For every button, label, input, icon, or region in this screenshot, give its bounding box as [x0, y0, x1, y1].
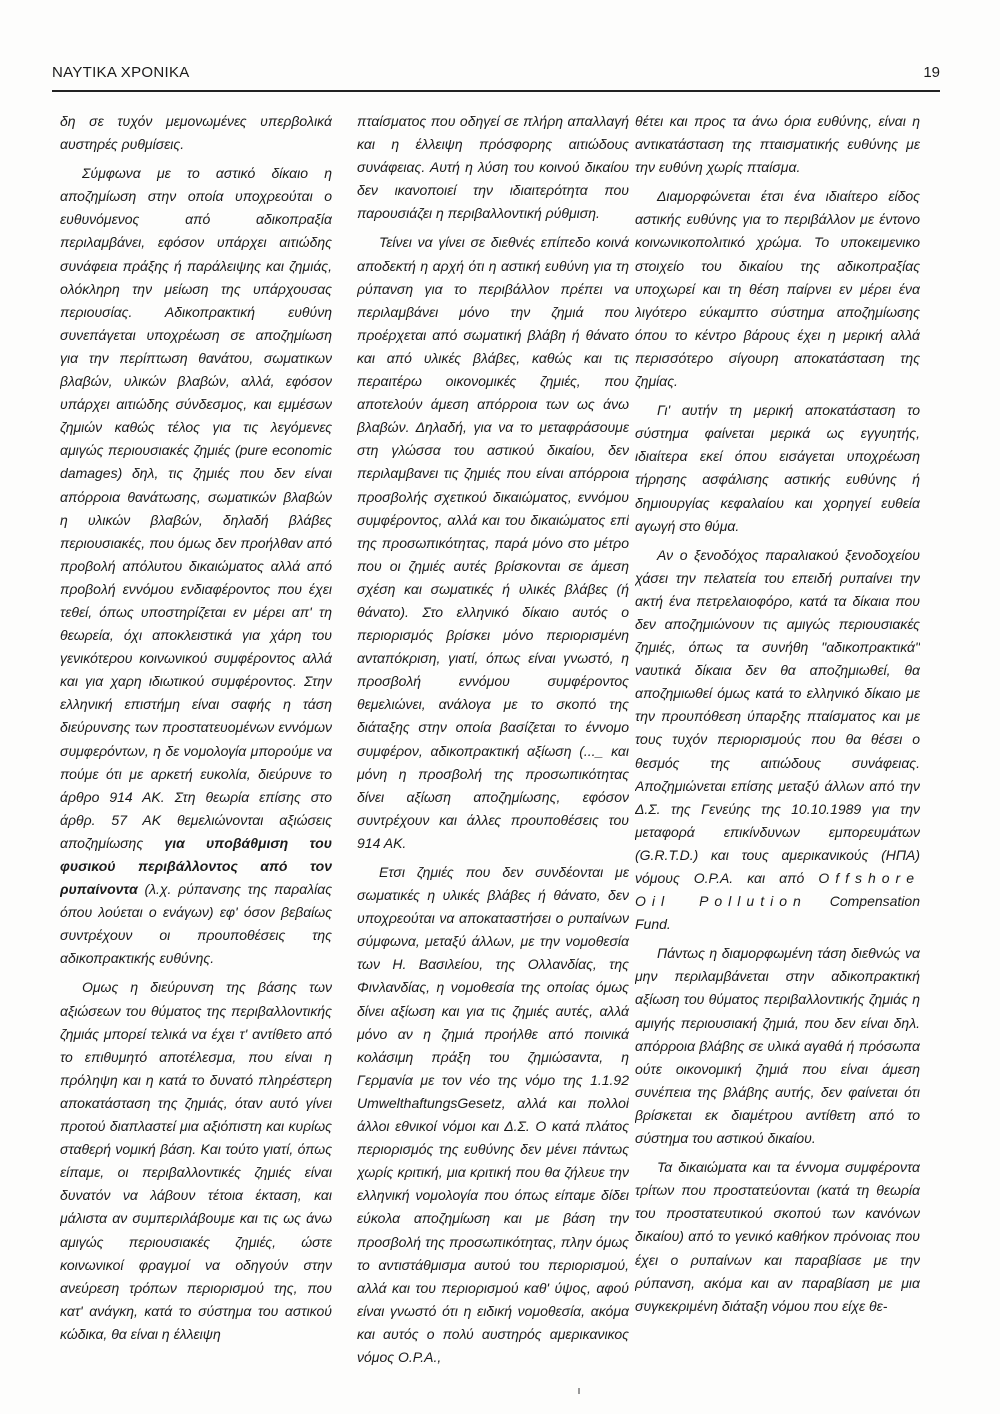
- paragraph: Ομως η διεύρυνση της βάσης των αξιώσεων του θύματος της περιβαλλοντικής ζημιάς μπορεί τελικά να έχει τ' αντίθετο από το επιθυμητό αποτέλεσμα, που είναι η πρόληψη και η κατά το δυνατό πληρέστερη αποκατάσταση της ζημιάς, όταν αυτό γίνει προτού διαπλαστεί μια αξιόπιστη και κυρίως σταθερή νομική βάση. Και τούτο γιατί, όπως είπαμε, οι περιβαλλοντικές ζημιές είναι δυνατόν να λάβουν τέτοια έκταση, και μάλιστα αν συμπεριλάβουμε και τις ως άνω αμιγώς περιουσιακές ζημιές, ώστε κοινωνικοί φραγμοί να οδηγούν στην ανεύρεση τρόπων περιορισμού της, που κατ' ανάγκη, κατά το σύστημα του αστικού κώδικα, θα είναι η έλλειψη: [60, 979, 332, 1342]
- paragraph-text: Σύμφωνα με το αστικό δίκαιο η αποζημίωση στην οποία υποχρεούται ο ευθυνόμενος από αδικοπραξία περιλαμβάνει, εφόσον υπάρχει αιτιώδης συνάφεια πράξης ή παράλειψης και ζημιάς, ολόκληρη την μείωση της υπάρχουσας περιουσίας. Αδικοπρακτική ευθύνη συνεπάγεται υποχρέωση σε αποζημίωση για την περίπτωση θανάτου, σωματικων βλαβών, υλικών βλαβών, αλλά, εφόσον υπάρχει αιτιώδης σύνδεσμος, και εμμέσων ζημιών καθώς τέλος για τις λεγόμενες αμιγώς περιουσιακές ζημιές (pure economic damages) δηλ, τις ζημιές που δεν είναι απόρροια θανάτωσης, σωματικών βλαβών η υλικών βλαβών, δηλαδή βλάβες περιουσιακές, που όμως δεν προήλθαν από προβολή απόλυτου δικαιώματος αλλά από προβολή εννόμου ενδιαφέροντος που έχει τεθεί, όπως υποστηρίζεται εν μέρει απ' τη θεωρεία, όχι αποκλειστικά για χάρη του γενικότερου κοινωνικού συμφέροντος αλλά και για χαρη ιδιωτικού συμφέροντος. Στην ελληνική επιστήμη είναι σαφής η τάση διεύρυνσης των προστατευομένων εννόμων συμφερόντων, η δε νομολογία μπορούμε να πούμε ότι με αρκετή ευκολία, διεύρυνε το άρθρο 914 ΑΚ. Στη θεωρία επίσης στο άρθρ. 57 ΑΚ θεμελιώνονται αξιώσεις αποζημίωσης: [60, 165, 332, 851]
- paragraph-text: (λ.χ. ρύπανσης της παραλίας όπου λούεται ο ενάγων) εφ' όσον βεβαίως συντρέχουν οι προυποθέσεις της αδικοπρακτικής ευθύνης.: [60, 881, 332, 967]
- paragraph: Ετσι ζημιές που δεν συνδέονται με σωματικές η υλικές βλάβες ή θάνατο, δεν υποχρεούται να αποκαταστήσει ο ρυπαίνων σύμφωνα, μεταξύ άλλων, με την νομοθεσία των Η. Βασιλείου, της Ολλανδίας, της Φινλανδίας, η νομοθεσία της οποίας όμως δίνει αξίωση και για τις ζημιές αυτές, αλλά μόνο αν η ζημιά προήλθε από ποινικά κολάσιμη πράξη του ζημιώσαντα, η Γερμανία με τον νέο της νόμο της 1.1.92 UmwelthaftungsGesetz, αλλά και πολλοί άλλοι εθνικοί νόμοι και Δ.Σ. Ο κατά πλάτος περιορισμός της ευθύνης δεν μένει πάντως χωρίς κριτική, μια κριτική που θα ζήλευε την ελληνική νομολογία που όπως είπαμε δίδει εύκολα αποζημίωση και με βάση την προσβολή της προσωπικότητας, πλην όμως το αντιστάθμισμα αυτού του περιορισμού, αλλά και του περιορισμού καθ' ύψος, αφού είναι γνωστό ότι η ειδική νομοθεσία, ακόμα και αυτός ο πολύ αυστηρός αμερικανικος νόμος Ο.Ρ.Α.,: [357, 864, 629, 1365]
- paragraph-text: Αν ο ξενοδόχος παραλιακού ξενοδοχείου χάσει την πελατεία του επειδή ρυπαίνει την ακτή ένα πετρελαιοφόρο, κατά τα δίκαια που δεν αποζημιώνουν τις αμιγώς περιουσιακές ζημιές, όπως τα συνήθη "αδικοπρακτικά" ναυτικά δίκαια δεν θα αποζημιωθεί, θα αποζημιωθεί όμως κατά το ελληνικό δίκαιο με την προυπόθεση ύπαρξης πταίσματος και με τους τυχόν περιορισμούς που θα θέσει ο θεσμός της αιτιώδους συνάφειας. Αποζημιώνεται επίσης μεταξύ άλλων από την Δ.Σ. της Γενεύης της 10.10.1989 για την μεταφορά επικίνδυνων εμπορευμάτων (G.R.T.D.) και τους αμερικανικούς (ΗΠΑ) νόμους Ο.Ρ.Α. και από: [635, 546, 920, 886]
- scan-mark: [578, 1388, 580, 1394]
- paragraph: [60, 162, 332, 970]
- bold-phrase: για υποβάθμιση του φυσικού περιβάλλοντος από τον ρυπαίνοντα: [60, 834, 332, 898]
- paragraph: Τα δικαιώματα και τα έννομα συμφέροντα τρίτων που προστατεύονται (κατά τη θεωρία του προστατευτικού σκοπού των κανόνων δικαίου) από το γενικό καθήκον πρόνοιας που έχει ο ρυπαίνων και παραβίασε με την ρύπανση, ακόμα και αν παραβίαση με μια συγκεκριμένη διάταξη νόμου που είχε θε-: [635, 1159, 920, 1314]
- paragraph: Πάντως η διαμορφωμένη τάση διεθνώς να μην περιλαμβάνεται στην αδικοπρακτική αξίωση του θύματος περιβαλλοντικής ζημιάς η αμιγής περιουσιακή ζημιά, που δεν είναι δηλ. απόρροια βλάβης σε υλικά αγαθά ή πρόσωπα ούτε οικονομική ζημιά που είναι άμεση συνέπεια της βλάβης αυτής, δεν φαίνεται ότι βρίσκεται εκ διαμέτρου αντίθετη από το σύστημα του αστικού δικαίου.: [635, 945, 920, 1147]
- paragraph: Τείνει να γίνει σε διεθνές επίπεδο κοινά αποδεκτή η αρχή ότι η αστική ευθύνη για τη ρύπανση για το περιβάλλον πρέπει να περιλαμβάνει μόνο την ζημιά που προέρχεται από σωματική βλάβη ή θάνατο και από υλικές βλάβες, καθώς και τις περαιτέρω οικονομικές ζημιές, που αποτελούν άμεση απόρροια των ως άνω βλαβών. Δηλαδή, για να το μεταφράσουμε στη γλώσσα του αστικού δικαίου, δεν περιλαμβανει τις ζημιές που είναι απόρροια προσβολής σχετικού δικαιώματος, εννόμου συμφέροντος, αλλά και του δικαιώματος επί της προσωπικότητας, παρά μόνο στο μέτρο που οι ζημιές αυτές βρίσκονται σε άμεση σχέση και σωματικές ή υλικές βλάβες (ή θάνατο). Στο ελληνικό δίκαιο αυτός ο περιορισμός βρίσκει μόνο περιορισμένη ανταπόκριση, γιατί, όπως είναι γνωστό, η προσβολή εννόμου συμφέροντος θεμελιώνει, ανάλογα με το σκοπό της διάταξης στην οποία βασίζεται το έννομο συμφέρον, αδικοπρακτική αξίωση (..._ και μόνη η προσβολή της προσωπικότητας δίνει αξίωση αποζημίωσης, εφόσον συντρέχουν και άλλες προυποθέσεις του 914 ΑΚ.: [357, 234, 629, 851]
- paragraph: Διαμορφώνεται έτσι ένα ιδιαίτερο είδος αστικής ευθύνης για το περιβάλλον με έντονο κοινωνικοπολιτικό χρώμα. Το υποκειμενικο στοιχείο του δικαίου της αδικοπραξίας υποχωρεί και τη θέση παίρνει εν μέρει ένα λιγότερο εύκαμπτο σύστημα αποζημίωσης όπου το κέντρο βάρους έχει η μερική αλλά περισσότερο σίγουρη αποκατάσταση της ζημίας.: [635, 188, 920, 390]
- page-header: [52, 64, 940, 92]
- paragraph: Γι' αυτήν τη μερική αποκατάσταση το σύστημα φαίνεται μερικά ως εγγυητής, ιδιαίτερα εκεί όπου εισάγεται υποχρέωση τήρησης ασφάλισης αστικής ευθύνης ή δημιουργίας κεφαλαίου και χορηγεί ευθεία αγωγή στο θύμα.: [635, 402, 920, 534]
- paragraph: θέτει και προς τα άνω όρια ευθύνης, είναι η αντικατάσταση της πταισματικής ευθύνης με την ευθύνη χωρίς πταίσμα.: [635, 113, 920, 176]
- paragraph: δη σε τυχόν μεμονωμένες υπερβολικά αυστηρές ρυθμίσεις.: [60, 113, 332, 153]
- paragraph-text: Compensation Fund.: [635, 893, 920, 933]
- spaced-name: Offshore Oil Pollution: [635, 870, 920, 910]
- paragraph: πταίσματος που οδηγεί σε πλήρη απαλλαγή και η έλλειψη πρόσφορης αιτιώδους συνάφειας. Αυτή η λύση του κοινού δικαίου δεν ικανοποιεί την ιδιαιτερότητα που παρουσιάζει η περιβαλλοντική ρύθμιση.: [357, 113, 629, 222]
- column-2: [357, 110, 629, 1395]
- column-1: [60, 110, 332, 1395]
- column-3: [635, 110, 920, 1395]
- paragraph: [635, 544, 920, 937]
- article-body: [52, 110, 942, 1400]
- page-number: 19: [923, 64, 940, 81]
- running-title: ΝΑΥΤΙΚΑ ΧΡΟΝΙΚΑ: [52, 64, 190, 81]
